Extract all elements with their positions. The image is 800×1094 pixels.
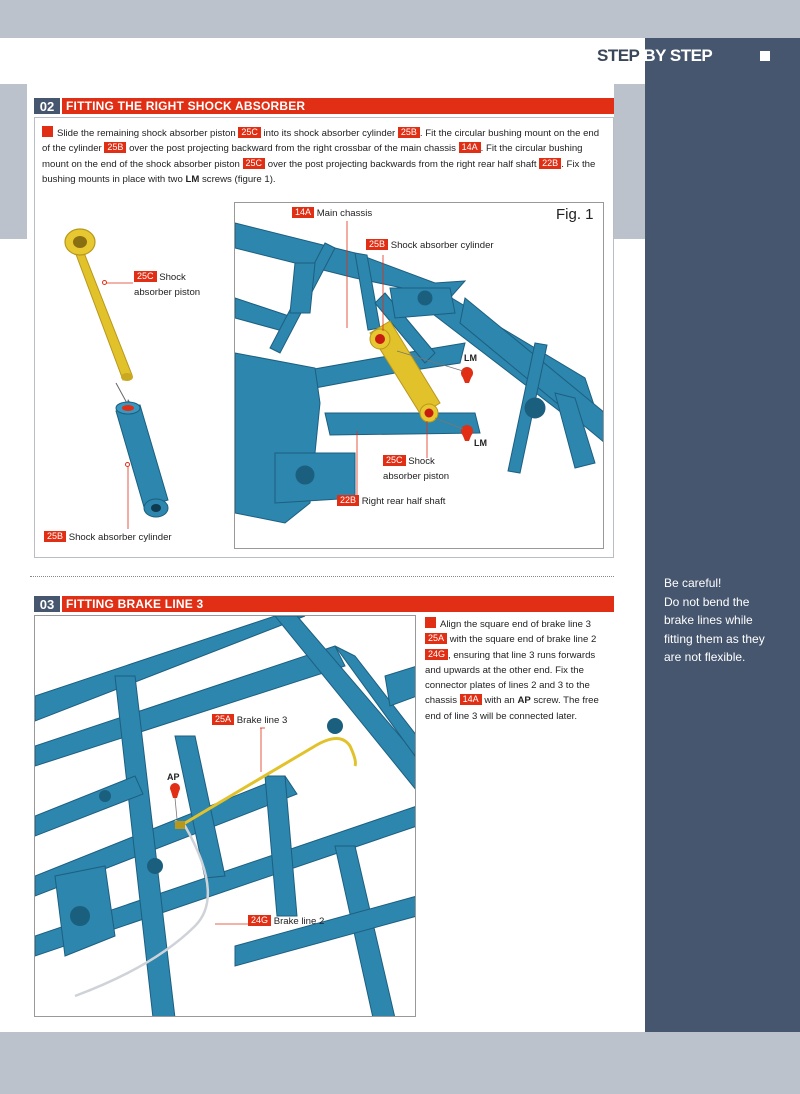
callout-dot [125,462,130,467]
note-line: Do not bend the [664,594,750,609]
callout-dot [102,280,107,285]
bullet-icon [425,617,436,628]
part-tag: 24G [248,915,271,926]
part-tag: 14A [292,207,314,218]
header-by-step: BY STEP [643,46,713,65]
section-divider [30,576,614,577]
callout-brake-line-3: 25A Brake line 3 [212,713,287,728]
shock-absorber-parts-illustration [40,215,230,545]
section-2-number: 02 [34,98,62,114]
lm-screw-label-1: LM [464,353,477,363]
callout-piston-left: 25C Shock absorber piston [134,271,201,298]
header-step: STEP [597,46,640,65]
note-line: Be careful! [664,576,722,590]
part-tag: 22B [337,495,359,506]
top-band [0,0,800,38]
sidebar-panel [645,38,800,1032]
note-line: brake lines while [664,613,753,627]
section-2-instructions: Slide the remaining shock absorber piston 25C into its shock absorber cylinder 25B . Fit the circular bushing mount on the end of the cylinder 25B over the post projecting backward from the right crossbar of the main chassis 14A . Fit the circular bushing mount on the end of the shock absorber piston 25C over the post projecting backwards from the right rear half shaft 22B . Fix the bushing mounts in place with two LM screws (figure 1). [42,127,600,185]
part-tag: 25A [212,714,234,725]
left-accent-bar [0,84,27,239]
note-line: fitting them as they [664,631,765,646]
callout-shock-cylinder: 25B Shock absorber cylinder [366,238,494,253]
section-3-title: FITTING BRAKE LINE 3 [66,597,204,611]
brake-line-illustration [35,616,416,1017]
lm-screw-label-2: LM [474,438,487,448]
page-header-title [597,46,712,66]
callout-main-chassis: 14A Main chassis [292,206,372,221]
note-line: are not flexible. [664,650,746,664]
part-tag: 25B [44,531,66,542]
callout-shock-piston: 25C Shock absorber piston [383,455,450,482]
section-3-header [34,596,614,612]
bottom-band [0,1032,800,1094]
ap-screw-label: AP [167,772,180,782]
part-tag: 25C [383,455,406,466]
callout-brake-line-2: 24G Brake line 2 [248,914,324,929]
sidebar-caution-note [664,574,794,667]
header-square-icon [760,51,770,61]
section-3-number: 03 [34,596,62,612]
section-2-title: FITTING THE RIGHT SHOCK ABSORBER [66,99,306,113]
figure-1-label: Fig. 1 [556,206,594,223]
part-tag: 25C [134,271,157,282]
figure-brake-line-box [34,615,416,1017]
section-2-header [34,98,614,114]
section-3-instructions: Align the square end of brake line 3 25A with the square end of brake line 2 24G , ensuring that line 3 runs forwards and upwards at the other end. Fix the connector plates of lines 2 and 3 to the chassis 14A with an AP screw. The free end of line 3 will be connected later. [425,619,599,722]
part-tag: 25B [366,239,388,250]
callout-cylinder-left: 25B Shock absorber cylinder [44,530,172,545]
gray-block [614,84,645,239]
callout-half-shaft: 22B Right rear half shaft [337,494,445,509]
bullet-icon [42,126,53,137]
